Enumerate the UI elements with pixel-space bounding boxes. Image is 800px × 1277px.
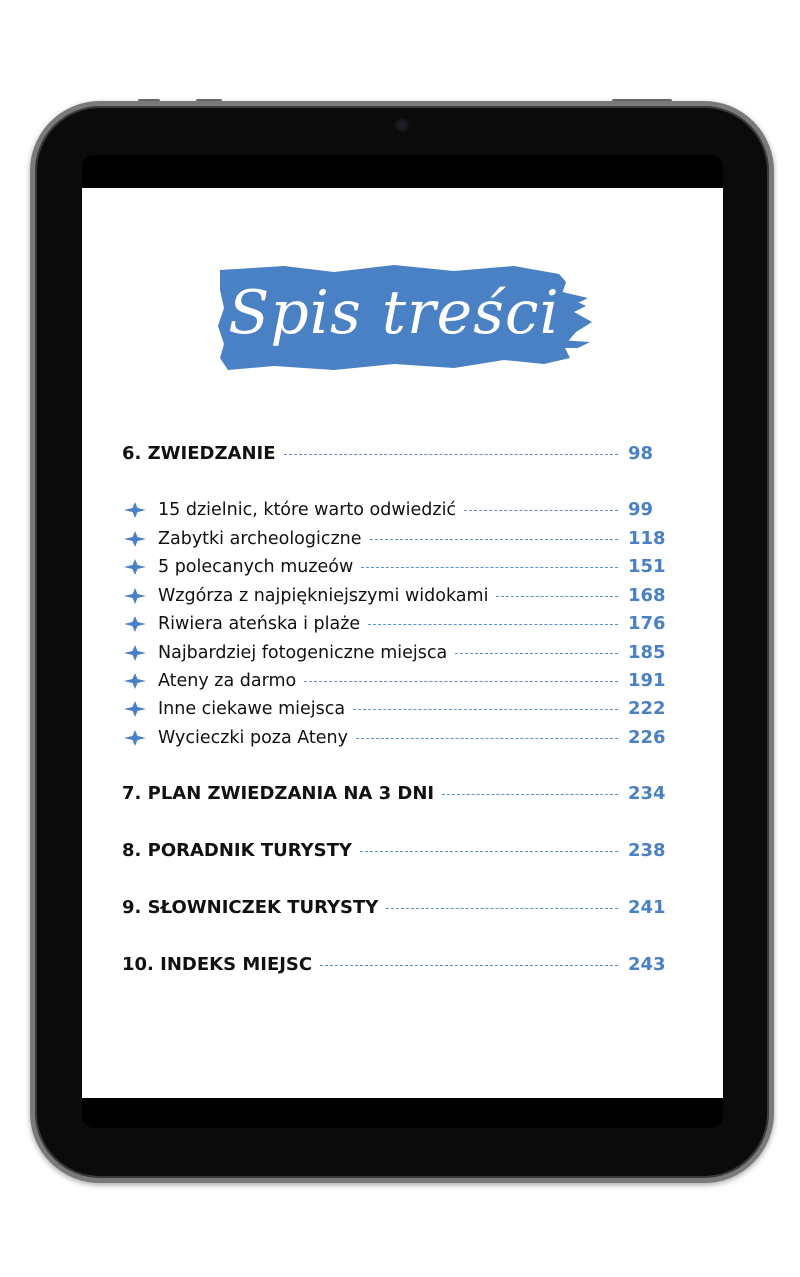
front-camera-icon: [397, 120, 407, 130]
diamond-star-icon: [122, 671, 148, 691]
toc-section-row[interactable]: [122, 526, 674, 552]
toc-section-row[interactable]: [122, 583, 674, 609]
dotted-leader: [368, 624, 618, 625]
toc-entry-label: Wzgórza z najpiękniejszymi widokami: [158, 586, 489, 606]
toc-page-number: 185: [628, 642, 666, 663]
toc-entry-label: Zabytki archeologiczne: [158, 529, 362, 549]
toc-section-row[interactable]: [122, 554, 674, 580]
toc-chapter-row[interactable]: [122, 781, 674, 807]
screen-top-bezel: [82, 155, 723, 188]
toc-chapter-row[interactable]: [122, 952, 674, 978]
dotted-leader: [356, 738, 618, 739]
toc-page-number: 191: [628, 670, 666, 691]
toc-entry-label: Inne ciekawe miejsca: [158, 699, 346, 719]
toc-section-row[interactable]: [122, 640, 674, 666]
dotted-leader: [360, 851, 618, 852]
toc-page-number: 234: [628, 783, 666, 804]
diamond-star-icon: [122, 586, 148, 606]
dotted-leader: [284, 454, 618, 455]
toc-page-number: 98: [628, 443, 654, 464]
page-title-banner: [214, 260, 594, 380]
toc-entry-label: Riwiera ateńska i plaże: [158, 614, 361, 634]
toc-page-number: 118: [628, 528, 666, 549]
toc-page-number: 168: [628, 585, 666, 606]
ebook-page: [82, 188, 723, 1098]
dotted-leader: [455, 653, 618, 654]
toc-entry-label: 15 dzielnic, które warto odwiedzić: [158, 500, 457, 520]
dotted-leader: [442, 794, 618, 795]
page-title: Spis treści: [228, 278, 560, 348]
toc-page-number: 243: [628, 954, 666, 975]
toc-page-number: 176: [628, 613, 666, 634]
toc-page-number: 99: [628, 499, 654, 520]
toc-page-number: 238: [628, 840, 666, 861]
dotted-leader: [496, 596, 618, 597]
toc-chapter-row[interactable]: [122, 441, 674, 467]
diamond-star-icon: [122, 643, 148, 663]
toc-page-number: 226: [628, 727, 666, 748]
toc-section-row[interactable]: [122, 668, 674, 694]
diamond-star-icon: [122, 699, 148, 719]
toc-entry-label: 7. PLAN ZWIEDZANIA NA 3 DNI: [122, 783, 435, 804]
diamond-star-icon: [122, 614, 148, 634]
toc-page-number: 241: [628, 897, 666, 918]
toc-chapter-row[interactable]: [122, 895, 674, 921]
toc-entry-label: Najbardziej fotogeniczne miejsca: [158, 643, 448, 663]
dotted-leader: [353, 709, 618, 710]
dotted-leader: [320, 965, 618, 966]
toc-entry-label: 9. SŁOWNICZEK TURYSTY: [122, 897, 379, 918]
diamond-star-icon: [122, 557, 148, 577]
toc-section-row[interactable]: [122, 497, 674, 523]
diamond-star-icon: [122, 529, 148, 549]
dotted-leader: [464, 510, 618, 511]
toc-entry-label: Wycieczki poza Ateny: [158, 728, 348, 748]
toc-page-number: 222: [628, 698, 666, 719]
toc-chapter-row[interactable]: [122, 838, 674, 864]
toc-section-row[interactable]: [122, 725, 674, 751]
diamond-star-icon: [122, 500, 148, 520]
dotted-leader: [361, 567, 618, 568]
toc-entry-label: 8. PORADNIK TURYSTY: [122, 840, 352, 861]
screen-bottom-bezel: [82, 1098, 723, 1128]
dotted-leader: [386, 908, 618, 909]
toc-entry-label: 6. ZWIEDZANIE: [122, 443, 276, 464]
toc-entry-label: 10. INDEKS MIEJSC: [122, 954, 313, 975]
diamond-star-icon: [122, 728, 148, 748]
dotted-leader: [304, 681, 618, 682]
toc-entry-label: 5 polecanych muzeów: [158, 557, 354, 577]
toc-section-row[interactable]: [122, 611, 674, 637]
dotted-leader: [370, 539, 618, 540]
toc-page-number: 151: [628, 556, 666, 577]
toc-entry-label: Ateny za darmo: [158, 671, 297, 691]
toc-section-row[interactable]: [122, 696, 674, 722]
